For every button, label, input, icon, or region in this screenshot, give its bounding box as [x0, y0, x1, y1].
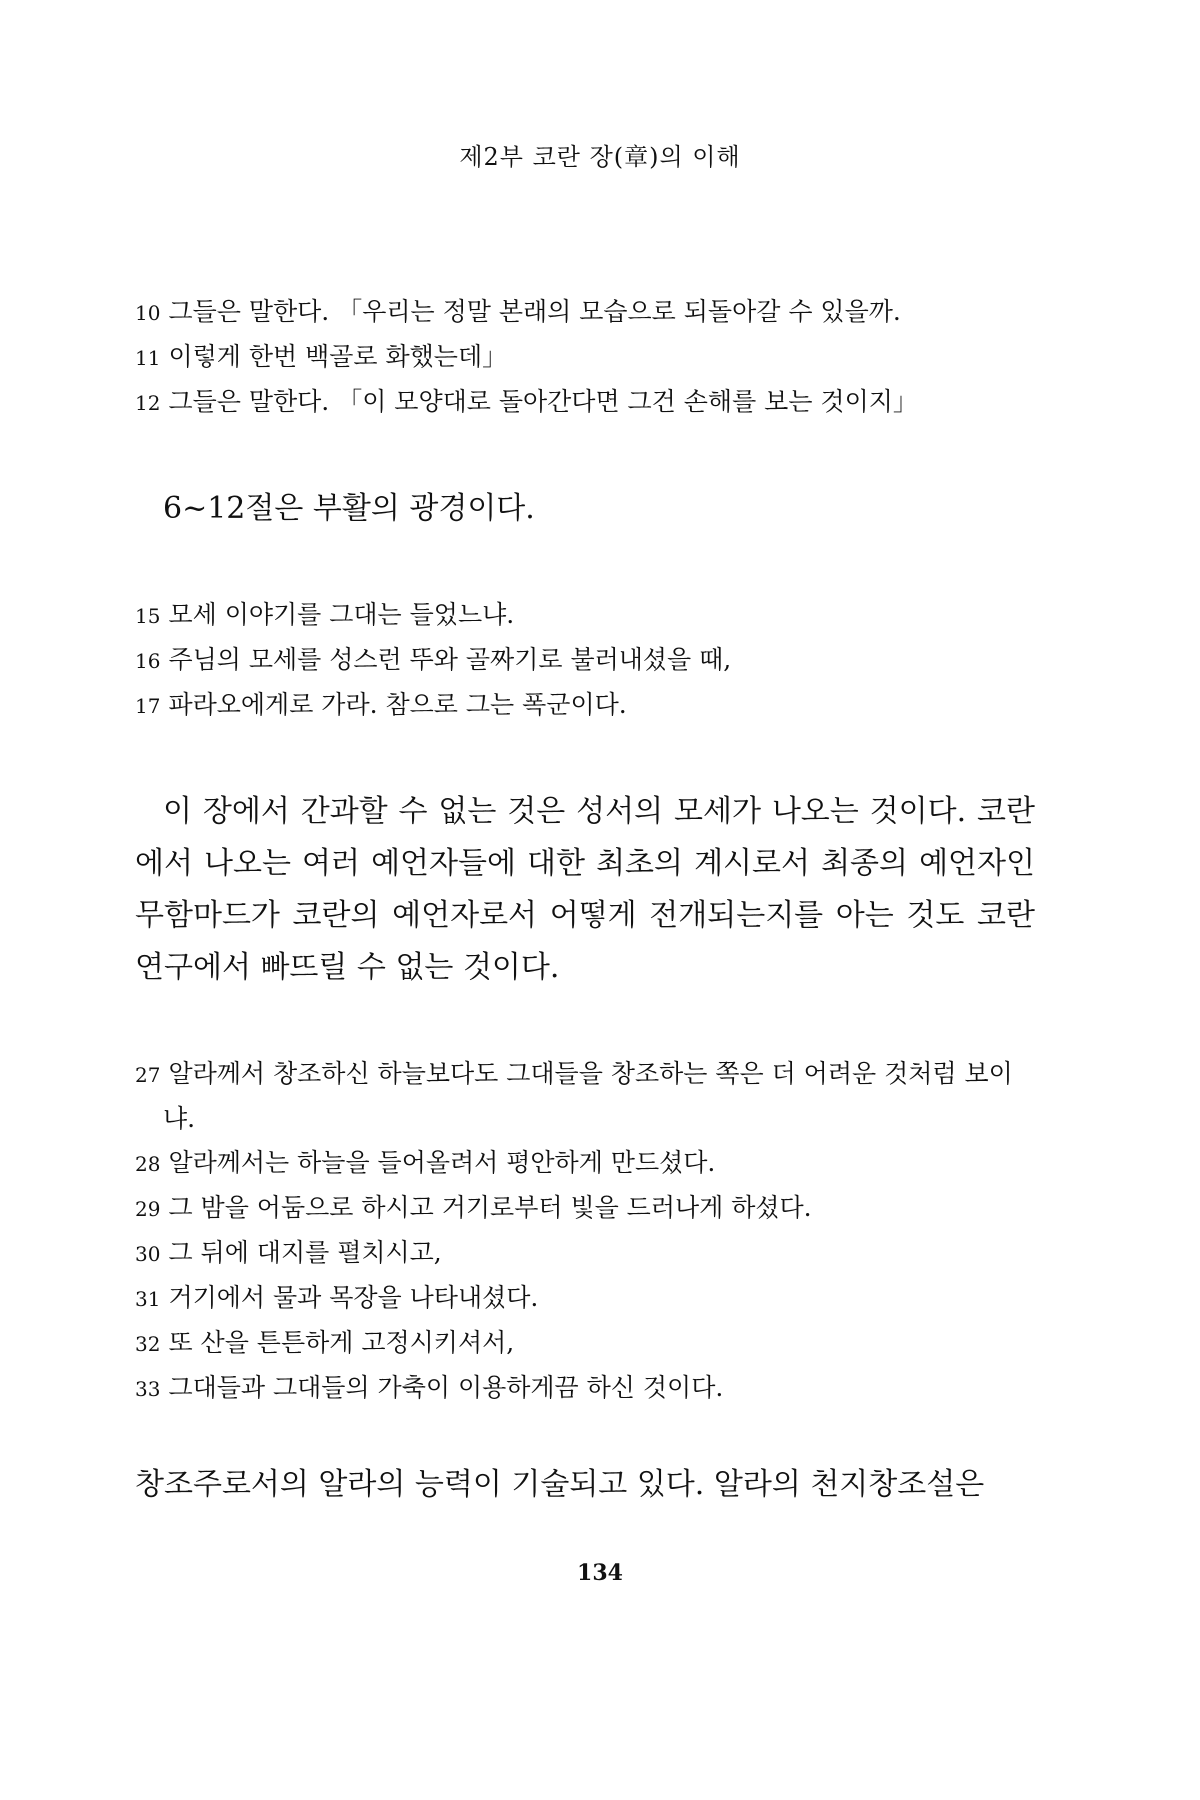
verse-group-15-17 [135, 593, 1035, 728]
verse-16 [135, 638, 1035, 683]
verse-number: 31 [135, 1287, 161, 1311]
verse-15 [135, 593, 1035, 638]
verse-number: 11 [135, 346, 161, 370]
verse-text: 그들은 말한다. 「이 모양대로 돌아간다면 그건 손해를 보는 것이지」 [168, 387, 918, 416]
commentary-resurrection: 6~12절은 부활의 광경이다. [163, 491, 535, 526]
verse-number: 16 [135, 649, 161, 673]
verse-31 [135, 1276, 1035, 1321]
verse-text: 그들은 말한다. 「우리는 정말 본래의 모습으로 되돌아갈 수 있을까. [168, 297, 901, 326]
verse-number: 28 [135, 1152, 161, 1176]
verse-text: 파라오에게로 가라. 참으로 그는 폭군이다. [168, 690, 627, 719]
commentary-creation: 창조주로서의 알라의 능력이 기술되고 있다. 알라의 천지창조설은 [135, 1467, 985, 1502]
verse-group-10-12 [135, 290, 1035, 425]
verse-12 [135, 380, 1035, 425]
verse-text: 알라께서는 하늘을 들어올려서 평안하게 만드셨다. [168, 1148, 716, 1177]
verse-text: 그 뒤에 대지를 펼치시고, [168, 1238, 442, 1267]
verse-number: 17 [135, 694, 161, 718]
verse-27 [135, 1052, 1035, 1141]
verse-number: 15 [135, 604, 161, 628]
running-header: 제2부 코란 장(章)의 이해 [459, 143, 741, 171]
verse-text: 또 산을 튼튼하게 고정시키셔서, [168, 1328, 515, 1357]
verse-text: 그대들과 그대들의 가축이 이용하게끔 하신 것이다. [168, 1373, 724, 1402]
verse-text: 거기에서 물과 목장을 나타내셨다. [168, 1283, 539, 1312]
verse-32 [135, 1321, 1035, 1366]
verse-28 [135, 1141, 1035, 1186]
verse-number: 12 [135, 391, 161, 415]
verse-number: 27 [135, 1063, 161, 1087]
verse-group-27-33 [135, 1052, 1035, 1411]
verse-text: 모세 이야기를 그대는 들었느냐. [168, 600, 515, 629]
verse-17 [135, 683, 1035, 728]
page-number: 134 [577, 1560, 623, 1586]
verse-10 [135, 290, 1035, 335]
verse-text: 이렇게 한번 백골로 화했는데」 [168, 342, 508, 371]
verse-number: 10 [135, 301, 161, 325]
verse-number: 30 [135, 1242, 161, 1266]
verse-11 [135, 335, 1035, 380]
verse-text: 그 밤을 어둠으로 하시고 거기로부터 빛을 드러나게 하셨다. [168, 1193, 812, 1222]
verse-30 [135, 1231, 1035, 1276]
verse-number: 33 [135, 1377, 161, 1401]
commentary-moses: 이 장에서 간과할 수 없는 것은 성서의 모세가 나오는 것이다. 코란에서 나오는 여러 예언자들에 대한 최초의 계시로서 최종의 예언자인 무함마드가 코란의 예언자로서 어떻게 전개되는지를 아는 것도 코란 연구에서 빠뜨릴 수 없는 것이다. [135, 794, 1035, 985]
verse-text: 주님의 모세를 성스런 뚜와 골짜기로 불러내셨을 때, [168, 645, 732, 674]
verse-33 [135, 1366, 1035, 1411]
verse-text: 알라께서 창조하신 하늘보다도 그대들을 창조하는 쪽은 더 어려운 것처럼 보이냐. [163, 1059, 1013, 1133]
verse-number: 32 [135, 1332, 161, 1356]
page-content [135, 290, 1035, 1511]
verse-29 [135, 1186, 1035, 1231]
verse-number: 29 [135, 1197, 161, 1221]
